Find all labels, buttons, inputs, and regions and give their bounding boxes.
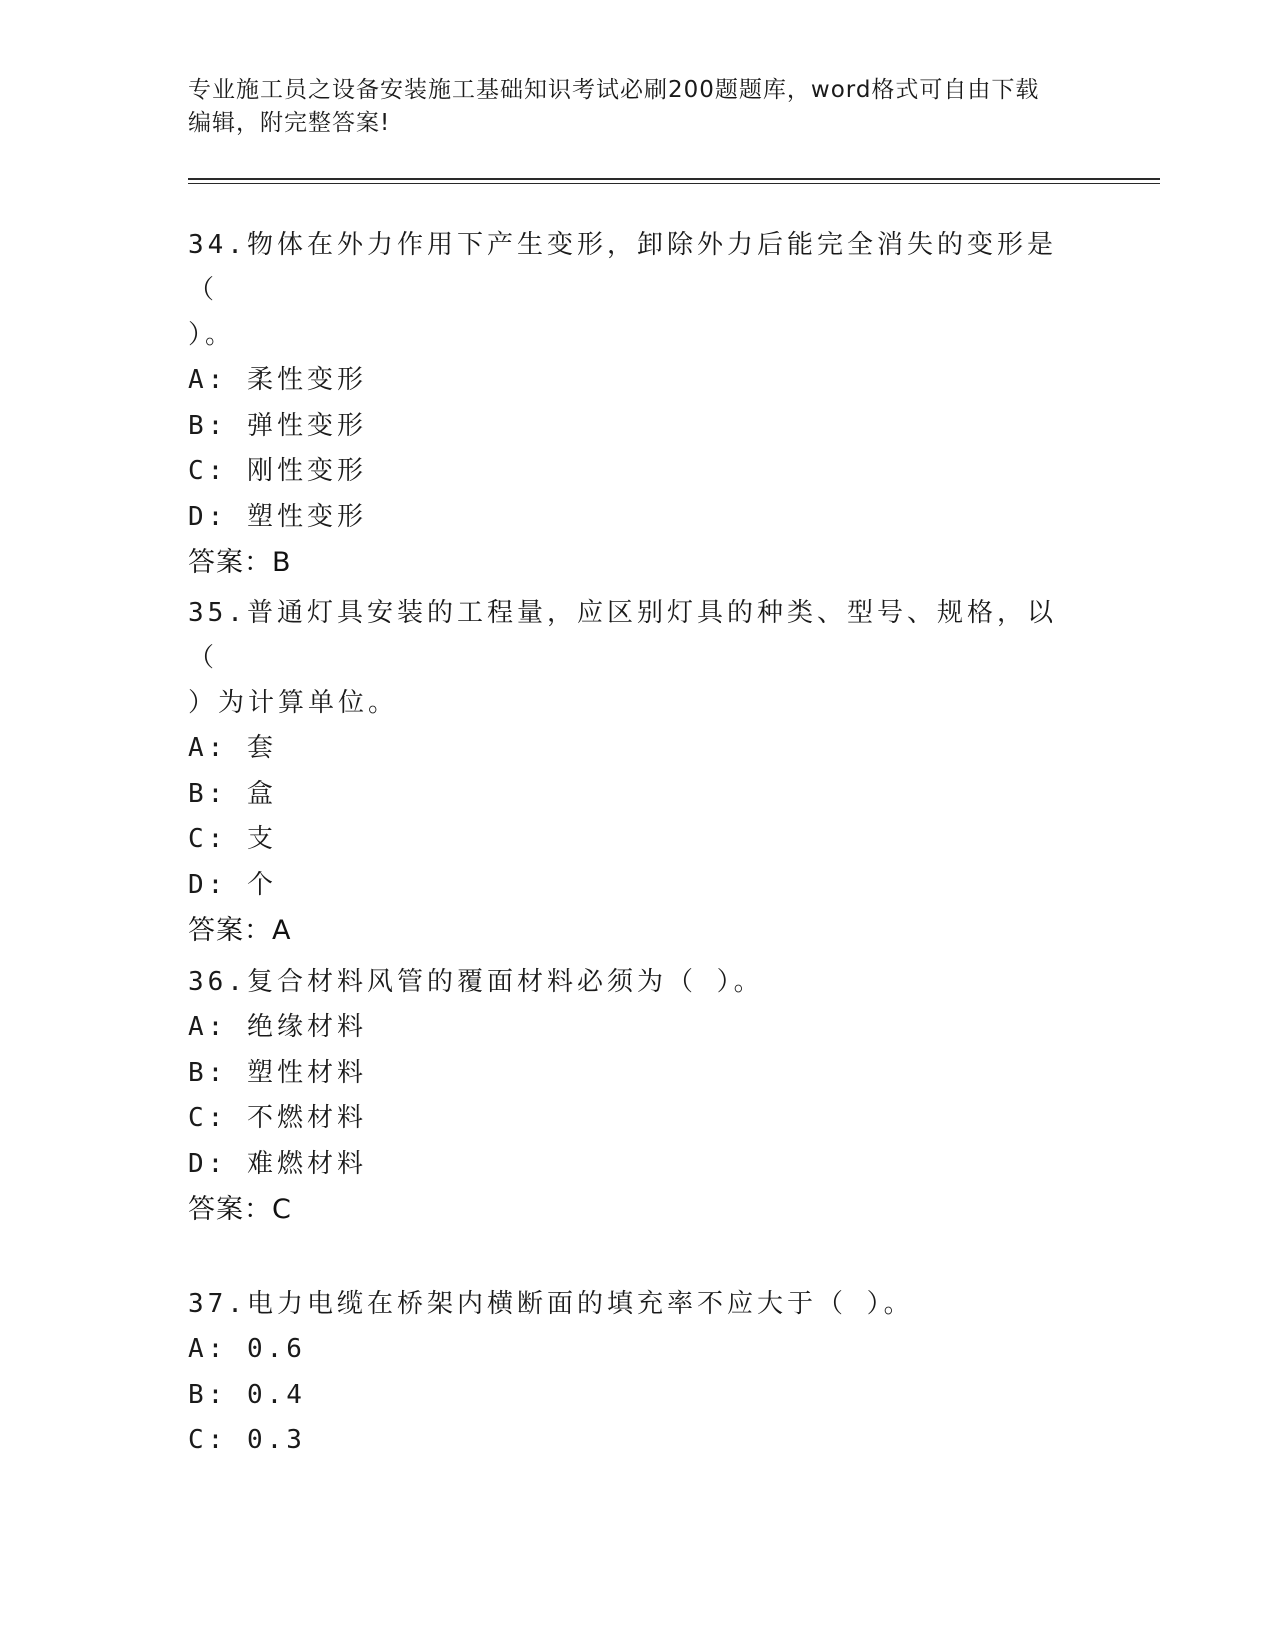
option-d: D: 个 — [188, 869, 277, 900]
question-stem — [188, 960, 1058, 1005]
question-stem — [188, 1282, 1058, 1327]
question-stem-line-1: 34.物体在外力作用下产生变形，卸除外力后能完全消失的变形是（ — [188, 230, 1057, 305]
option-b: B: 塑性材料 — [188, 1057, 367, 1088]
document-header — [188, 74, 1088, 140]
header-rule-thin — [188, 183, 1160, 184]
option-a: A: 0.6 — [188, 1334, 306, 1364]
question-stem — [188, 223, 1058, 358]
question-stem-line-1: 37.电力电缆在桥架内横断面的填充率不应大于（ ）。 — [188, 1289, 914, 1319]
option-d: D: 塑性变形 — [188, 501, 367, 532]
answer: 答案：B — [188, 547, 292, 578]
header-line-2: 编辑，附完整答案! — [188, 110, 391, 136]
option-c: C: 刚性变形 — [188, 456, 367, 486]
question-35 — [188, 591, 1088, 954]
option-a: A: 套 — [188, 733, 277, 763]
option-a: A: 柔性变形 — [188, 365, 367, 395]
question-stem-line-1: 36.复合材料风管的覆面材料必须为（ ）。 — [188, 967, 764, 997]
header-line-1: 专业施工员之设备安装施工基础知识考试必刷200题题库，word格式可自由下载 — [188, 77, 1040, 103]
question-34 — [188, 223, 1088, 586]
option-b: B: 盒 — [188, 778, 277, 809]
question-37 — [188, 1282, 1088, 1464]
question-stem-line-1: 35.普通灯具安装的工程量，应区别灯具的种类、型号、规格，以（ — [188, 598, 1057, 673]
question-stem-line-2: ）为计算单位。 — [188, 688, 399, 718]
option-c: C: 支 — [188, 824, 277, 854]
option-d: D: 难燃材料 — [188, 1148, 367, 1179]
answer: 答案：C — [188, 1194, 292, 1225]
option-c: C: 0.3 — [188, 1425, 306, 1455]
question-stem — [188, 591, 1058, 726]
option-a: A: 绝缘材料 — [188, 1012, 367, 1042]
question-36 — [188, 960, 1088, 1233]
answer: 答案：A — [188, 915, 292, 946]
question-stem-line-2: ）。 — [188, 320, 236, 350]
option-c: C: 不燃材料 — [188, 1103, 367, 1133]
option-b: B: 0.4 — [188, 1379, 306, 1410]
option-b: B: 弹性变形 — [188, 410, 367, 441]
header-rule-thick — [188, 178, 1160, 180]
